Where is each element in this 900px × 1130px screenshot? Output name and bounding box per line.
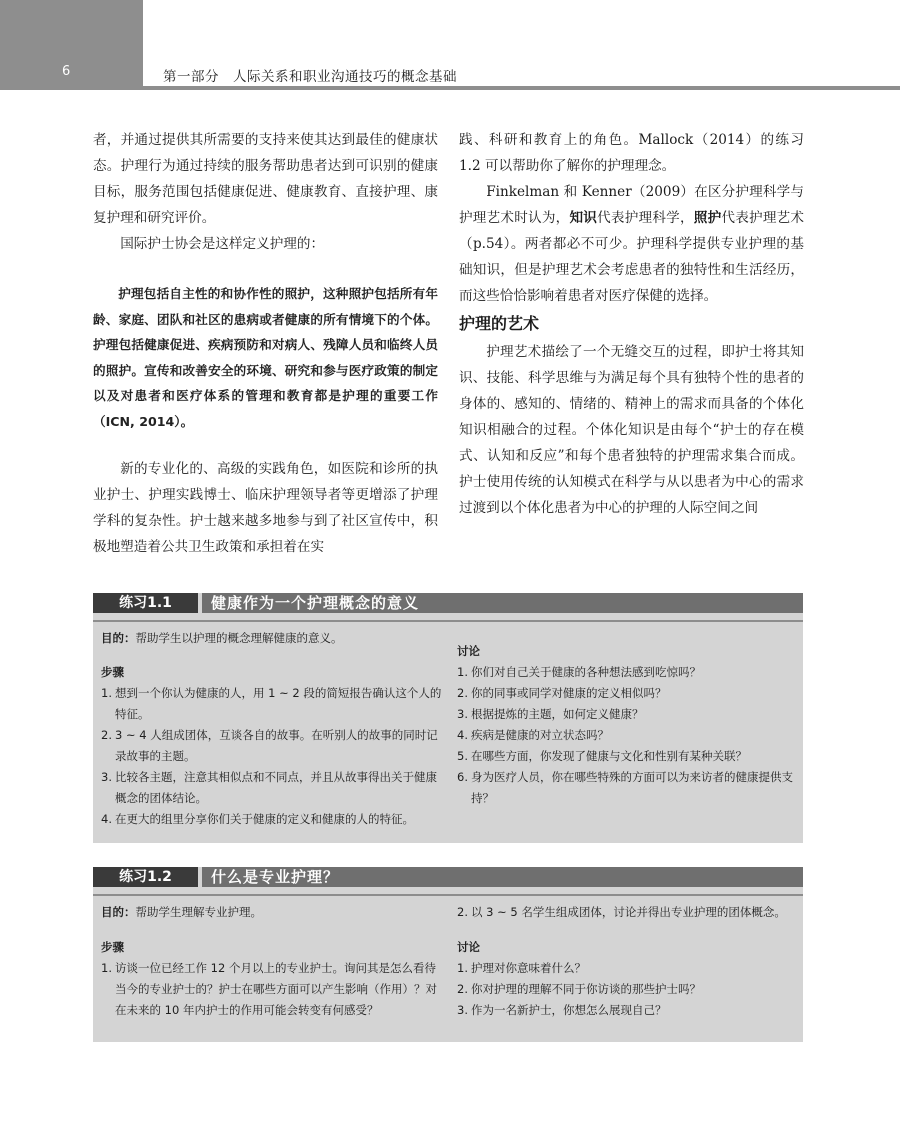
discussion-number: 1. — [457, 665, 468, 679]
step-item — [101, 958, 446, 1021]
paragraph-text: 代表护理艺术（p.54）。两者都必不可少。护理科学提供专业护理的基础知识，但是护理艺术会考虑患者的独特性和生活经历，而这些恰恰影响着患者对医疗保健的选择。 — [459, 210, 805, 304]
step-item — [457, 902, 797, 923]
left-paragraph-1: 者，并通过提供其所需要的支持来使其达到最佳的健康状态。护理行为通过持续的服务帮助患者达到可识别的健康目标，服务范围包括健康促进、健康教育、直接护理、康复护理和研究评价。 — [93, 132, 438, 226]
discussion-number: 2. — [457, 982, 468, 996]
exercise-1-2-box — [93, 867, 803, 1042]
discussion-number: 3. — [457, 707, 468, 721]
discussion-text: 你们对自己关于健康的各种想法感到吃惊吗？ — [471, 665, 701, 679]
purpose-label: 目的： — [101, 631, 136, 645]
section-heading: 护理的艺术 — [459, 314, 540, 333]
exercise-steps — [101, 902, 446, 1021]
right-column — [459, 127, 804, 521]
discussion-number: 6. — [457, 770, 468, 784]
right-paragraph-2 — [459, 179, 804, 309]
discussion-item — [457, 683, 797, 704]
steps-heading: 步骤 — [101, 940, 124, 954]
discussion-item — [457, 958, 797, 979]
step-number: 3. — [101, 770, 112, 784]
step-number: 1. — [101, 961, 112, 975]
discussion-item — [457, 979, 797, 1000]
exercise-content — [93, 896, 803, 1017]
step-text: 比较各主题，注意其相似点和不同点，并且从故事得出关于健康概念的团体结论。 — [115, 770, 437, 805]
exercise-title: 健康作为一个护理概念的意义 — [211, 594, 420, 612]
step-item — [101, 683, 446, 725]
exercise-title-bar — [93, 593, 803, 613]
discussion-number: 2. — [457, 686, 468, 700]
discussion-item — [457, 704, 797, 725]
discussion-item — [457, 746, 797, 767]
discussion-text: 疾病是健康的对立状态吗？ — [471, 728, 609, 742]
discussion-item — [457, 725, 797, 746]
purpose-text: 帮助学生以护理的概念理解健康的意义。 — [135, 631, 343, 645]
step-text: 3 ~ 4 人组成团体，互谈各自的故事。在听别人的故事的同时记录故事的主题。 — [115, 728, 438, 763]
label-separator — [198, 593, 202, 613]
step-item — [101, 725, 446, 767]
discussion-text: 你对护理的理解不同于你访谈的那些护士吗？ — [471, 982, 701, 996]
icn-definition-quote: 护理包括自主性的和协作性的照护，这种照护包括所有年龄、家庭、团队和社区的患病或者健康的所有情境下的个体。护理包括健康促进、疾病预防和对病人、残障人员和临终人员的照护。宣传和改善安全的环境、研究和参与医疗政策的制定以及对患者和医疗体系的管理和教育都是护理的重要工作（ICN, 2014）。 — [93, 286, 438, 429]
running-head: 第一部分 人际关系和职业沟通技巧的概念基础 — [163, 69, 457, 85]
discussion-number: 4. — [457, 728, 468, 742]
bold-term-knowledge: 知识 — [569, 210, 598, 226]
purpose-label: 目的： — [101, 905, 136, 919]
page-number-tab — [0, 0, 143, 90]
step-text: 想到一个你认为健康的人，用 1 ~ 2 段的简短报告确认这个人的特征。 — [115, 686, 442, 721]
exercise-label: 练习1.2 — [93, 867, 198, 887]
step-number: 2. — [101, 728, 112, 742]
paragraph-text: Finkelman 和 Kenner（2009）在区分护理科学与护理艺术时认为， — [459, 184, 804, 226]
left-paragraph-3: 新的专业化的、高级的实践角色，如医院和诊所的执业护士、护理实践博士、临床护理领导者等更增添了护理学科的复杂性。护士越来越多地参与到了社区宣传中，积极地塑造着公共卫生政策和承担着在实 — [93, 461, 438, 555]
label-separator — [198, 867, 202, 887]
right-paragraph-3: 护理艺术描绘了一个无缝交互的过程，即护士将其知识、技能、科学思维与为满足每个具有独特个性的患者的身体的、感知的、情绪的、精神上的需求而具备的个体化知识相融合的过程。个体化知识是由每个“护士的存在模式、认知和反应”和每个患者独特的护理需求集合而成。护士使用传统的认知模式在科学与从以患者为中心的需求过渡到以个体化患者为中心的护理的人际空间之间 — [459, 344, 804, 516]
discussion-item — [457, 767, 797, 809]
discussion-text: 身为医疗人员，你在哪些特殊的方面可以为来访者的健康提供支持？ — [471, 770, 793, 805]
exercise-label: 练习1.1 — [93, 593, 198, 613]
discussion-number: 5. — [457, 749, 468, 763]
step-item — [101, 809, 446, 830]
exercise-title-bar — [93, 867, 803, 887]
discussion-number: 1. — [457, 961, 468, 975]
left-paragraph-2: 国际护士协会是这样定义护理的： — [120, 236, 325, 252]
discussion-item — [457, 662, 797, 683]
page-number: 6 — [62, 64, 71, 79]
step-text: 在更大的组里分享你们关于健康的定义和健康的人的特征。 — [115, 812, 414, 826]
bold-term-care: 照护 — [693, 210, 722, 226]
left-column — [93, 127, 438, 560]
discussion-item — [457, 1000, 797, 1021]
step-text: 访谈一位已经工作 12 个月以上的专业护士。询问其是怎么看待当今的专业护士的？护士在哪些方面可以产生影响（作用）？对在未来的 10 年内护士的作用可能会转变有何感受？ — [115, 961, 437, 1017]
step-text: 以 3 ~ 5 名学生组成团体，讨论并得出专业护理的团体概念。 — [471, 905, 786, 919]
discussion-heading: 讨论 — [457, 644, 480, 658]
exercise-1-1-box — [93, 593, 803, 843]
exercise-title: 什么是专业护理？ — [211, 868, 340, 886]
purpose-text: 帮助学生理解专业护理。 — [135, 905, 262, 919]
step-number: 2. — [457, 905, 468, 919]
right-paragraph-1: 践、科研和教育上的角色。Mallock（2014）的练习 1.2 可以帮助你了解你的护理理念。 — [459, 132, 804, 174]
header-rule — [143, 86, 900, 90]
steps-heading: 步骤 — [101, 665, 124, 679]
exercise-discussion — [457, 641, 797, 809]
exercise-purpose — [101, 902, 446, 923]
discussion-text: 作为一名新护士，你想怎么展现自己？ — [471, 1003, 667, 1017]
paragraph-text: 代表护理科学， — [597, 210, 694, 226]
step-number: 4. — [101, 812, 112, 826]
exercise-content — [93, 622, 803, 826]
step-number: 1. — [101, 686, 112, 700]
discussion-text: 根据提炼的主题，如何定义健康？ — [471, 707, 644, 721]
discussion-heading: 讨论 — [457, 940, 480, 954]
discussion-text: 你的同事或同学对健康的定义相似吗？ — [471, 686, 667, 700]
exercise-discussion — [457, 902, 797, 1021]
exercise-steps — [101, 662, 446, 830]
discussion-number: 3. — [457, 1003, 468, 1017]
step-item — [101, 767, 446, 809]
discussion-text: 在哪些方面，你发现了健康与文化和性别有某种关联？ — [471, 749, 747, 763]
discussion-text: 护理对你意味着什么？ — [471, 961, 586, 975]
